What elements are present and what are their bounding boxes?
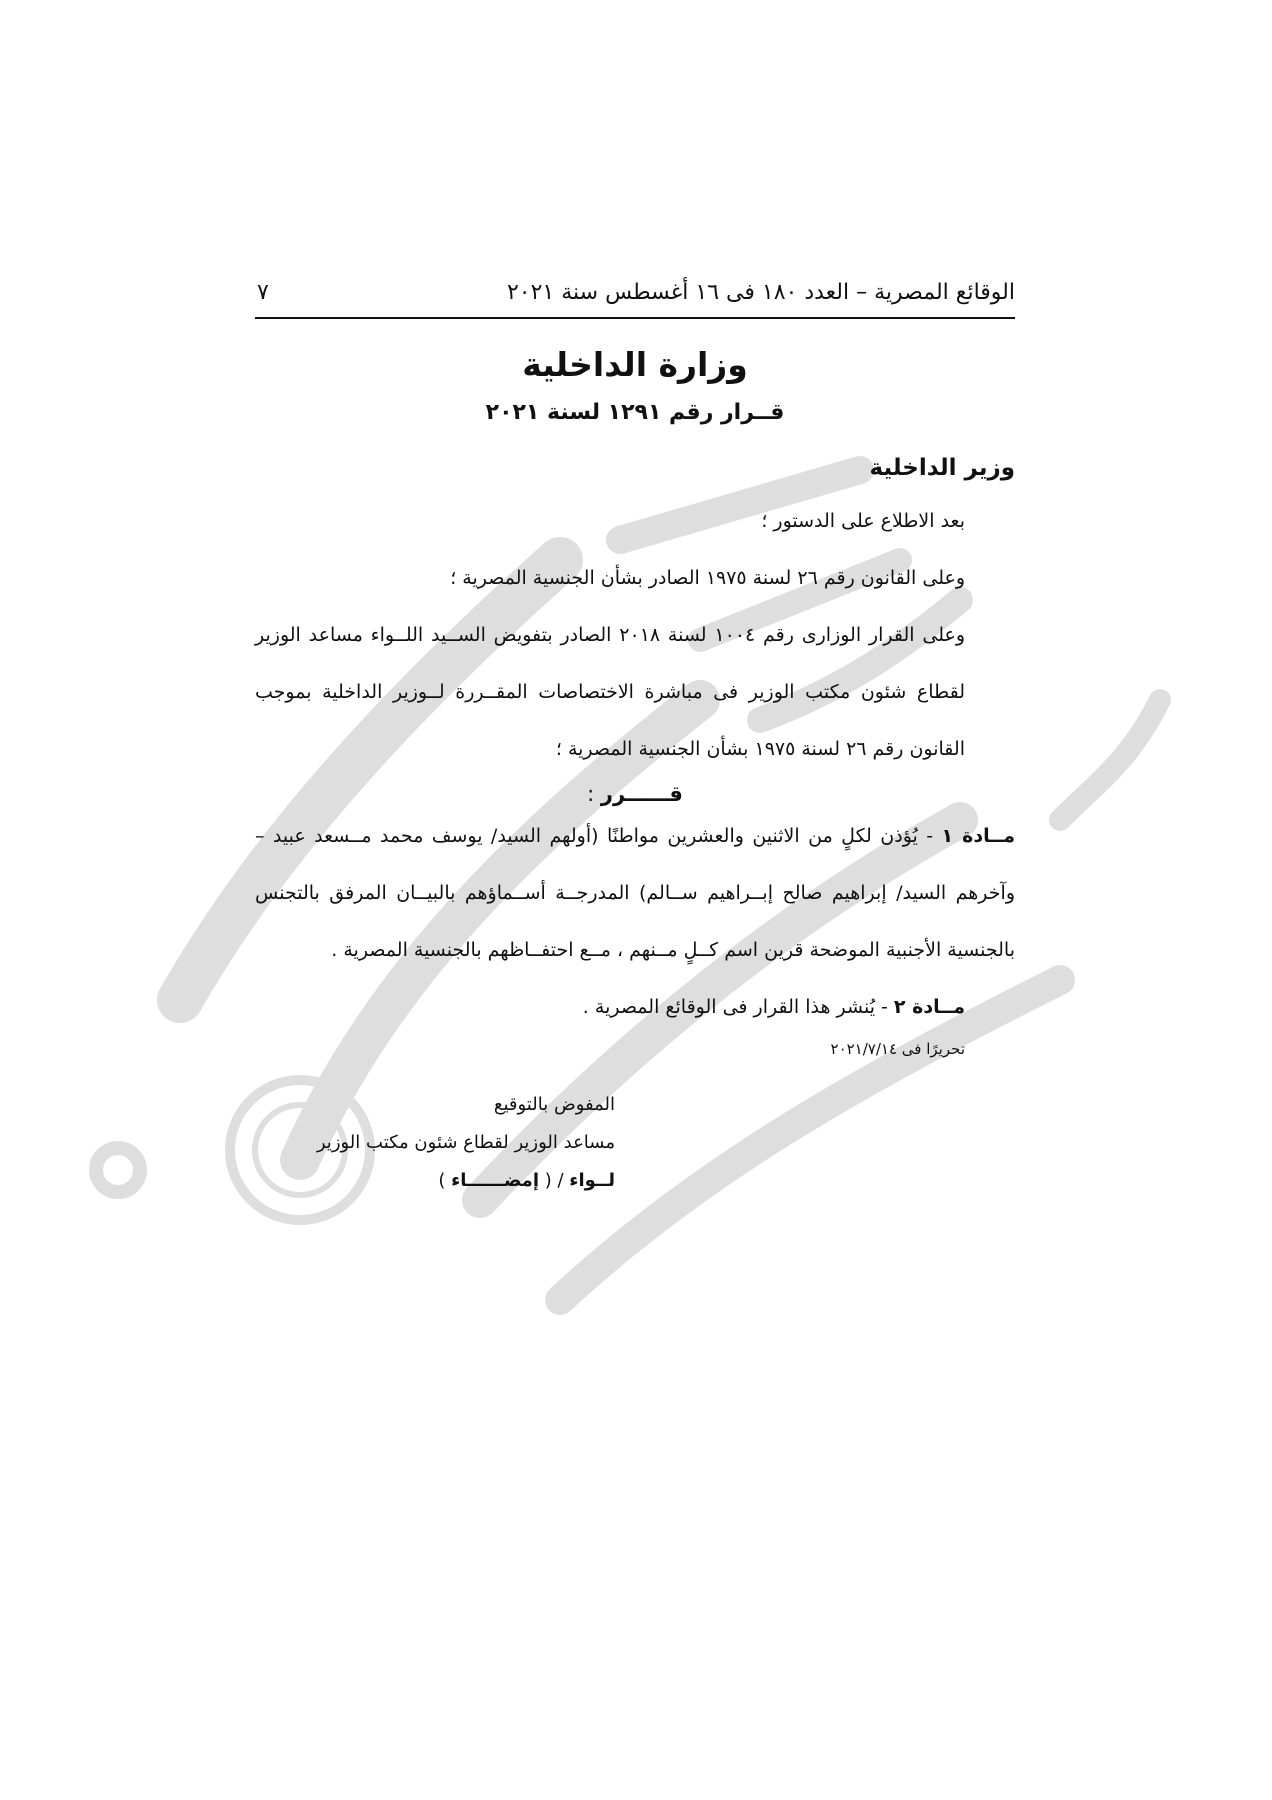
article-1 bbox=[255, 808, 1015, 979]
preamble-paragraph: وعلى القرار الوزارى رقم ١٠٠٤ لسنة ٢٠١٨ الصادر بتفويض الســيد اللــواء مساعد الوزير لقطاع شئون مكتب الوزير فى مباشرة الاختصاصات المقــررة لــوزير الداخلية بموجب القانون رقم ٢٦ لسنة ١٩٧٥ بشأن الجنسية المصرية ؛ bbox=[255, 624, 965, 760]
signature-separator: / ( bbox=[539, 1170, 570, 1191]
signature-block bbox=[255, 1086, 615, 1200]
signature-signed: إمضــــــاء bbox=[451, 1170, 539, 1191]
gazette-page bbox=[255, 280, 1015, 1200]
issuer-title: وزير الداخلية bbox=[869, 455, 1015, 481]
preamble-paragraph: بعد الاطلاع على الدستور ؛ bbox=[761, 510, 965, 532]
page-number: ٧ bbox=[257, 280, 269, 305]
article-text: - يُؤذن لكلٍ من الاثنين والعشرين مواطنًا (أولهم السيد/ يوسف محمد مــسعد عبيد – وآخرهم السيد/ إبراهيم صالح إبــراهيم ســالم) المدرجــة أســماؤهم بالبيــان المرفق بالتجنس بالجنسية الأجنبية الموضحة قرين اسم كــلٍ مــنهم ، مــع احتفــاظهم بالجنسية المصرية . bbox=[255, 825, 1015, 961]
decides-heading bbox=[255, 782, 1015, 806]
ministry-title: وزارة الداخلية bbox=[522, 345, 748, 384]
article-label: مــادة ٢ bbox=[893, 996, 965, 1018]
issue-date: تحريرًا فى ٢٠٢١/٧/١٤ bbox=[830, 1040, 965, 1058]
signature-name bbox=[255, 1162, 615, 1200]
signature-rank: لــواء bbox=[569, 1170, 615, 1191]
decree-number: قــرار رقم ١٢٩١ لسنة ٢٠٢١ bbox=[485, 400, 785, 425]
signature-closing: ) bbox=[438, 1170, 452, 1191]
article-2 bbox=[255, 979, 1015, 1036]
article-label: مــادة ١ bbox=[941, 825, 1015, 847]
page-header bbox=[255, 280, 1015, 319]
decides-colon: : bbox=[587, 782, 601, 806]
header-title: الوقائع المصرية – العدد ١٨٠ فى ١٦ أغسطس سنة ٢٠٢١ bbox=[506, 280, 1015, 305]
article-text: - يُنشر هذا القرار فى الوقائع المصرية . bbox=[582, 996, 894, 1018]
preamble-paragraph: وعلى القانون رقم ٢٦ لسنة ١٩٧٥ الصادر بشأن الجنسية المصرية ؛ bbox=[450, 567, 965, 589]
signature-authority: المفوض بالتوقيع bbox=[493, 1094, 615, 1115]
decides-word: قــــــرر bbox=[600, 782, 683, 806]
signature-position: مساعد الوزير لقطاع شئون مكتب الوزير bbox=[316, 1132, 615, 1153]
